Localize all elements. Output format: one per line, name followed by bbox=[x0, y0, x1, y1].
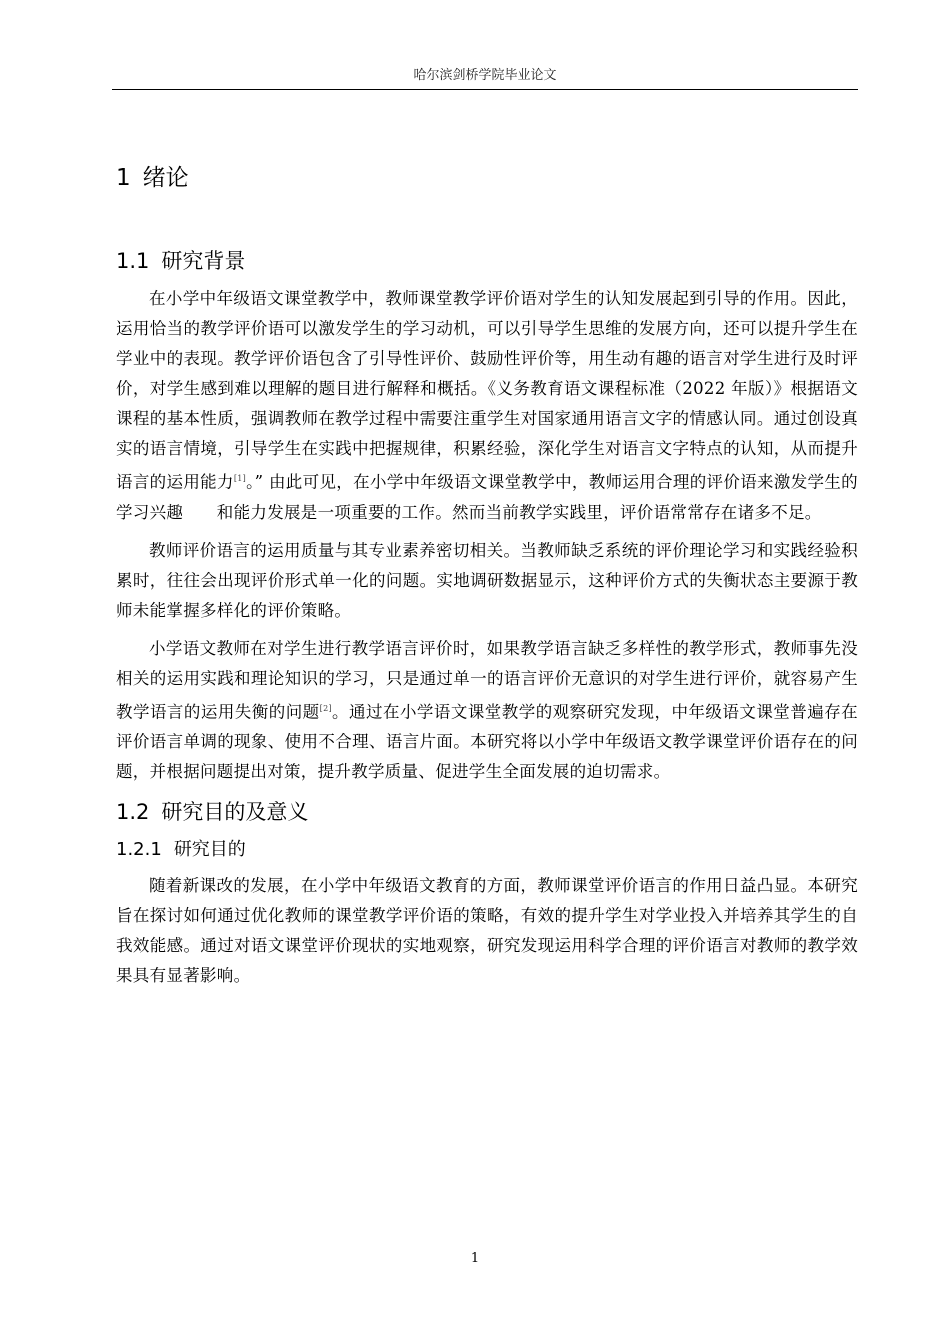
subsection-title: 研究目的 bbox=[173, 839, 246, 860]
header-rule bbox=[112, 89, 858, 90]
section-number: 1.1 bbox=[116, 249, 150, 273]
goal-paragraph-1: 随着新课改的发展，在小学中年级语文教育的方面，教师课堂评价语言的作用日益凸显。本研究旨在探讨如何通过优化教师的课堂教学评价语的策略，有效的提升学生对学业投入并培养其学生的自我效能感。通过对语文课堂评价现状的实地观察，研究发现运用科学合理的评价语言对教师的教学效果具有显著影响。 bbox=[116, 876, 858, 985]
citation-marker: [2] bbox=[319, 703, 332, 713]
subsection-heading-goal bbox=[116, 835, 858, 865]
section-title: 研究目的及意义 bbox=[161, 800, 309, 824]
section-number: 1.2 bbox=[116, 800, 150, 824]
background-paragraph-3 bbox=[116, 634, 858, 788]
page-content bbox=[116, 160, 858, 999]
citation-marker: [1] bbox=[233, 474, 247, 483]
paragraph-text: 。” 由此可见，在小学中年级语文课堂教学中，教师运用合理的评价语来激发学生的学习兴趣 和能力发展是一项重要的工作。然而当前教学实践里，评价语常常存在诸多不足。 bbox=[116, 472, 858, 522]
page-number: 1 bbox=[470, 1251, 480, 1266]
paragraph-text: 在小学中年级语文课堂教学中，教师课堂教学评价语对学生的认知发展起到引导的作用。因此，运用恰当的教学评价语可以激发学生的学习动机，可以引导学生思维的发展方向，还可以提升学生在学业中的表现。教学评价语包含了引导性评价、鼓励性评价等，用生动有趣的语言对学生进行及时评价，对学生感到难以理解的题目进行解释和概括。《义务教育语文课程标准（2022 年版）》根据语文课程的基本性质，强调教师在教学过程中需要注重学生对国家通用语言文字的情感认同。通过创设真实的语言情境，引导学生在实践中把握规律，积累经验，深化学生对语言文字特点的认知，从而提升语言的运用能力 bbox=[116, 289, 858, 492]
subsection-number: 1.2.1 bbox=[116, 839, 162, 860]
background-paragraph-2: 教师评价语言的运用质量与其专业素养密切相关。当教师缺乏系统的评价理论学习和实践经验积累时，往往会出现评价形式单一化的问题。实地调研数据显示，这种评价方式的失衡状态主要源于教师未能掌握多样化的评价策略。 bbox=[116, 540, 858, 620]
section-heading-purpose bbox=[116, 795, 858, 829]
section-title: 研究背景 bbox=[161, 249, 246, 273]
running-header: 哈尔滨剑桥学院毕业论文 bbox=[413, 68, 557, 83]
paragraph-text: 小学语文教师在对学生进行教学语言评价时，如果教学语言缺乏多样性的教学形式，教师事先没相关的运用实践和理论知识的学习，只是通过单一的语言评价无意识的对学生进行评价，就容易产生教学语言的运用失衡的问题 bbox=[116, 638, 858, 721]
section-heading-background bbox=[116, 244, 858, 278]
chapter-number: 1 bbox=[116, 165, 131, 191]
paragraph-text: 。通过在小学语文课堂教学的观察研究发现，中年级语文课堂普遍存在评价语言单调的现象、使用不合理、语言片面。本研究将以小学中年级语文教学课堂评价语存在的问题，并根据问题提出对策，提升教学质量、促进学生全面发展的迫切需求。 bbox=[116, 702, 858, 781]
background-paragraph-1 bbox=[116, 284, 858, 528]
chapter-heading bbox=[116, 160, 858, 196]
chapter-title: 绪论 bbox=[142, 165, 189, 191]
